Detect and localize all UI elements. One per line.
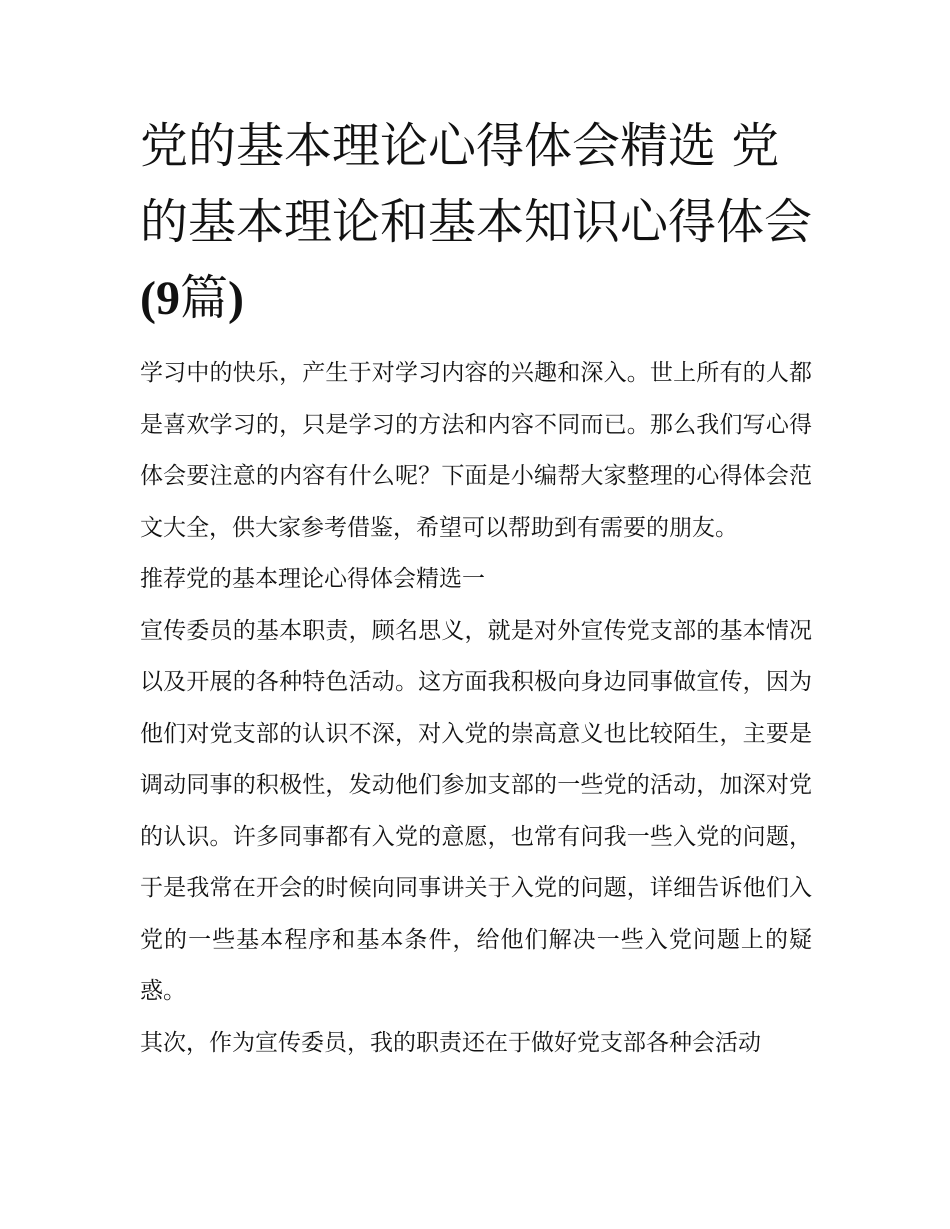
section-heading: 推荐党的基本理论心得体会精选一 [140,566,485,592]
document-title [140,108,812,337]
title-unit: 篇 [179,270,228,326]
body-paragraph-1: 宣传委员的基本职责，顾名思义，就是对外宣传党支部的基本情况以及开展的各种特色活动。这方面我积极向身边同事做宣传，因为他们对党支部的认识不深，对入党的崇高意义也比较陌生，主要是调动同事的积极性，发动他们参加支部的一些党的活动，加深对党的认识。许多同事都有入党的意愿，也常有问我一些入党的问题，于是我常在开会的时候向同事讲关于入党的问题，详细告诉他们入党的一些基本程序和基本条件，给他们解决一些入党问题上的疑惑。 [140,617,812,1004]
title-close: ) [228,272,244,325]
body-paragraph-2: 其次，作为宣传委员，我的职责还在于做好党支部各种会活动 [140,1029,761,1056]
title-count: (9 [140,272,180,325]
intro-paragraph: 学习中的快乐，产生于对学习内容的兴趣和深入。世上所有的人都是喜欢学习的，只是学习的方法和内容不同而已。那么我们写心得体会要注意的内容有什么呢？下面是小编帮大家整理的心得体会范文大全，供大家参考借鉴，希望可以帮助到有需要的朋友。 [140,360,812,541]
document-content [140,108,812,1069]
title-main-text: 党的基本理论心得体会精选 党的基本理论和基本知识心得体会 [140,118,813,250]
